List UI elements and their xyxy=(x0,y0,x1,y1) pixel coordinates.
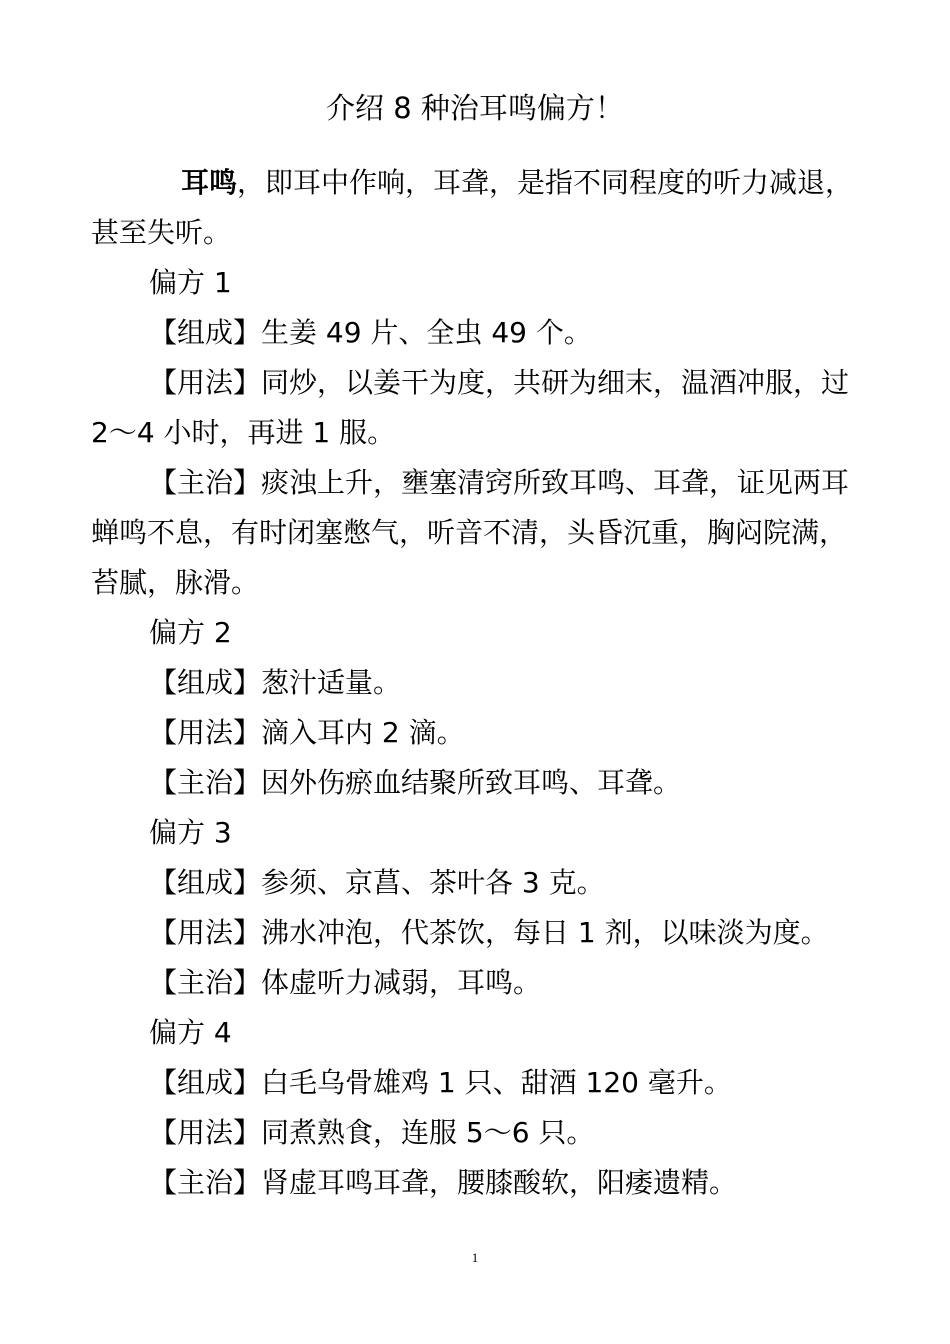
remedy-3-usage: 【用法】沸水冲泡，代茶饮，每日 1 剂，以味淡为度。 xyxy=(149,916,829,949)
remedy-2-heading: 偏方 2 xyxy=(149,616,232,649)
remedy-4-composition: 【组成】白毛乌骨雄鸡 1 只、甜酒 120 毫升。 xyxy=(149,1066,732,1099)
remedy-4-usage: 【用法】同煮熟食，连服 5～6 只。 xyxy=(149,1116,595,1149)
remedy-3-indication: 【主治】体虚听力减弱，耳鸣。 xyxy=(149,966,542,999)
remedy-1-usage-line-1: 【用法】同炒，以姜干为度，共研为细末，温酒冲服，过 xyxy=(149,366,850,399)
remedy-1-composition: 【组成】生姜 49 片、全虫 49 个。 xyxy=(149,316,592,349)
document-title: 介绍 8 种治耳鸣偏方！ xyxy=(326,91,624,125)
remedy-2-usage: 【用法】滴入耳内 2 滴。 xyxy=(149,716,465,749)
remedy-2-indication: 【主治】因外伤瘀血结聚所致耳鸣、耳聋。 xyxy=(149,766,682,799)
intro-line-2: 甚至失听。 xyxy=(91,216,232,249)
remedy-1-usage-line-2: 2～4 小时，再进 1 服。 xyxy=(91,416,396,449)
remedy-2-composition: 【组成】葱汁适量。 xyxy=(149,666,402,699)
remedy-1-indication-line-2: 蝉鸣不息，有时闭塞憋气，听音不清，头昏沉重，胸闷院满， xyxy=(91,516,848,549)
intro-line-1-text: ，即耳中作响，耳聋，是指不同程度的听力减退， xyxy=(237,166,854,199)
intro-line-1 xyxy=(181,163,853,203)
remedy-4-heading: 偏方 4 xyxy=(149,1016,232,1049)
remedy-4-indication: 【主治】肾虚耳鸣耳聋，腰膝酸软，阳痿遗精。 xyxy=(149,1166,738,1199)
intro-term: 耳鸣 xyxy=(181,166,238,199)
remedy-1-heading: 偏方 1 xyxy=(149,266,232,299)
remedy-3-composition: 【组成】参须、京菖、茶叶各 3 克。 xyxy=(149,866,605,899)
remedy-3-heading: 偏方 3 xyxy=(149,816,232,849)
page-number: 1 xyxy=(471,1250,479,1265)
remedy-1-indication-line-3: 苔腻，脉滑。 xyxy=(91,566,260,599)
remedy-1-indication-line-1: 【主治】痰浊上升，壅塞清窍所致耳鸣、耳聋，证见两耳 xyxy=(149,466,850,499)
